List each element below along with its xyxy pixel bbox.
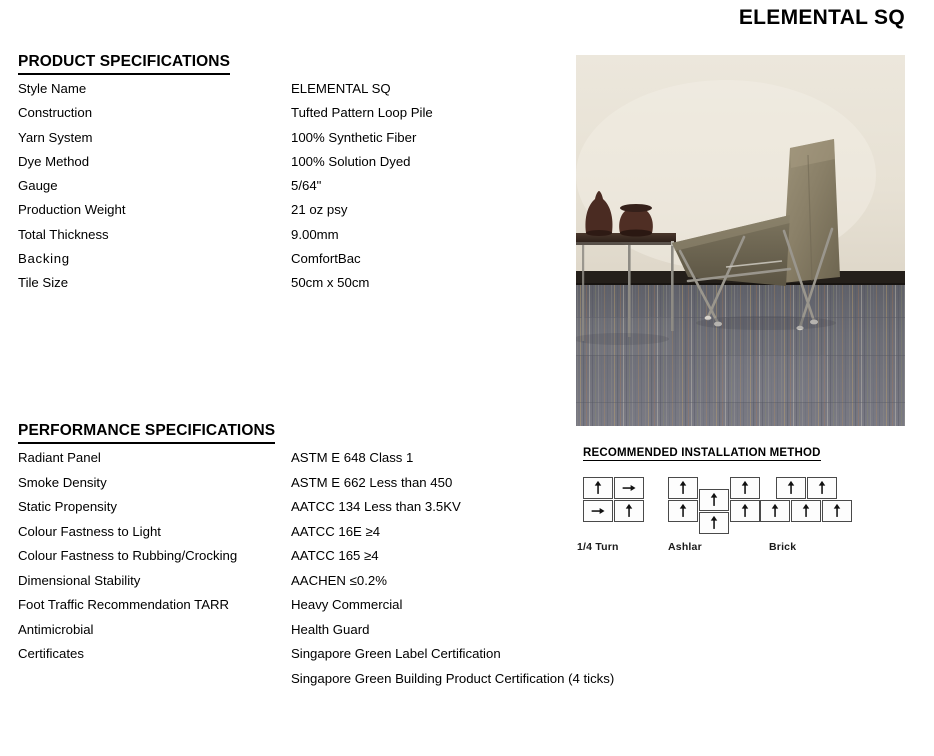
spec-row [18, 622, 718, 647]
spec-value: AATCC 16E ≥4 [291, 523, 381, 539]
pattern-label-ashlar: Ashlar [668, 541, 702, 553]
spec-label: Foot Traffic Recommendation TARR [18, 597, 230, 612]
tile-cell [807, 477, 837, 499]
spec-label: Colour Fastness to Light [18, 523, 161, 539]
tile-cell [699, 489, 729, 511]
spec-value: ComfortBac [291, 251, 361, 267]
spec-row [18, 227, 558, 251]
arrow-up-icon [731, 478, 759, 498]
tile-cell [614, 500, 644, 522]
spec-label: Backing [18, 251, 70, 267]
installation-method-heading: RECOMMENDED INSTALLATION METHOD [583, 447, 821, 459]
page-title: ELEMENTAL SQ [738, 6, 905, 29]
spec-value: 100% Synthetic Fiber [291, 129, 417, 145]
spec-label: Colour Fastness to Rubbing/Crocking [18, 548, 238, 563]
spec-row [18, 105, 558, 129]
spec-label: Total Thickness [18, 226, 109, 242]
spec-label: Static Propensity [18, 499, 117, 514]
spec-value: Singapore Green Building Product Certification (4 ticks) [291, 670, 615, 686]
arrow-up-icon [584, 478, 612, 498]
arrow-up-icon [615, 501, 643, 521]
spec-value: ASTM E 648 Class 1 [291, 450, 414, 465]
spec-value: Health Guard [291, 621, 370, 637]
tile-cell [668, 477, 698, 499]
spec-row [18, 646, 718, 671]
arrow-up-icon [808, 478, 836, 498]
arrow-up-icon [700, 513, 728, 533]
spec-value: Singapore Green Label Certification [291, 646, 501, 661]
tile-cell [776, 477, 806, 499]
spec-value: 9.00mm [291, 226, 339, 242]
tile-cell [614, 477, 644, 499]
spec-value: AACHEN ≤0.2% [291, 572, 387, 588]
spec-label: Construction [18, 105, 93, 121]
arrow-up-icon [731, 501, 759, 521]
spec-value: Heavy Commercial [291, 597, 403, 612]
arrow-right-icon [584, 501, 612, 521]
pattern-label-brick: Brick [769, 541, 797, 553]
spec-label: Dye Method [18, 153, 90, 169]
spec-row [18, 671, 718, 696]
product-photo [576, 55, 905, 426]
spec-row [18, 597, 718, 622]
spec-label: Antimicrobial [18, 621, 94, 637]
spec-label: Style Name [18, 81, 87, 96]
spec-label: Certificates [18, 646, 84, 661]
spec-value: 100% Solution Dyed [291, 153, 411, 169]
tile-cell [699, 512, 729, 534]
spec-value: ASTM E 662 Less than 450 [291, 474, 453, 490]
spec-label: Yarn System [18, 129, 93, 145]
tile-cell [760, 500, 790, 522]
tile-cell [730, 477, 760, 499]
arrow-up-icon [669, 501, 697, 521]
arrow-up-icon [823, 501, 851, 521]
spec-row [18, 251, 558, 275]
arrow-right-icon [615, 478, 643, 498]
spec-label: Production Weight [18, 202, 126, 218]
spec-row [18, 178, 558, 202]
spec-value: 5/64" [291, 178, 322, 194]
installation-labels [577, 541, 923, 557]
spec-value: AATCC 165 ≥4 [291, 548, 379, 563]
tile-cell [668, 500, 698, 522]
product-specifications-section [18, 53, 558, 300]
product-specifications-list [18, 81, 558, 300]
spec-label: Dimensional Stability [18, 572, 141, 588]
pattern-label-quarter-turn: 1/4 Turn [577, 541, 619, 553]
product-photo-illustration [576, 55, 905, 426]
tile-cell [791, 500, 821, 522]
spec-row [18, 275, 558, 299]
spec-row [18, 202, 558, 226]
arrow-up-icon [777, 478, 805, 498]
tile-cell [822, 500, 852, 522]
spec-label: Smoke Density [18, 474, 107, 490]
spec-value: ELEMENTAL SQ [291, 81, 391, 96]
arrow-up-icon [792, 501, 820, 521]
arrow-up-icon [669, 478, 697, 498]
spec-row [18, 81, 558, 105]
tile-cell [583, 500, 613, 522]
spec-row [18, 573, 718, 598]
tile-cell [730, 500, 760, 522]
spec-row [18, 154, 558, 178]
spec-row [18, 130, 558, 154]
spec-label: Gauge [18, 178, 58, 194]
spec-label: Tile Size [18, 275, 69, 291]
arrow-up-icon [700, 490, 728, 510]
tile-cell [583, 477, 613, 499]
spec-value: AATCC 134 Less than 3.5KV [291, 499, 461, 514]
product-specifications-heading: PRODUCT SPECIFICATIONS [18, 53, 230, 75]
arrow-up-icon [761, 501, 789, 521]
spec-value: 50cm x 50cm [291, 275, 370, 291]
spec-label: Radiant Panel [18, 450, 101, 465]
spec-value: 21 oz psy [291, 202, 348, 218]
installation-diagrams [583, 477, 923, 535]
spec-value: Tufted Pattern Loop Pile [291, 105, 433, 121]
installation-method-section [577, 443, 923, 557]
performance-specifications-heading: PERFORMANCE SPECIFICATIONS [18, 422, 275, 444]
